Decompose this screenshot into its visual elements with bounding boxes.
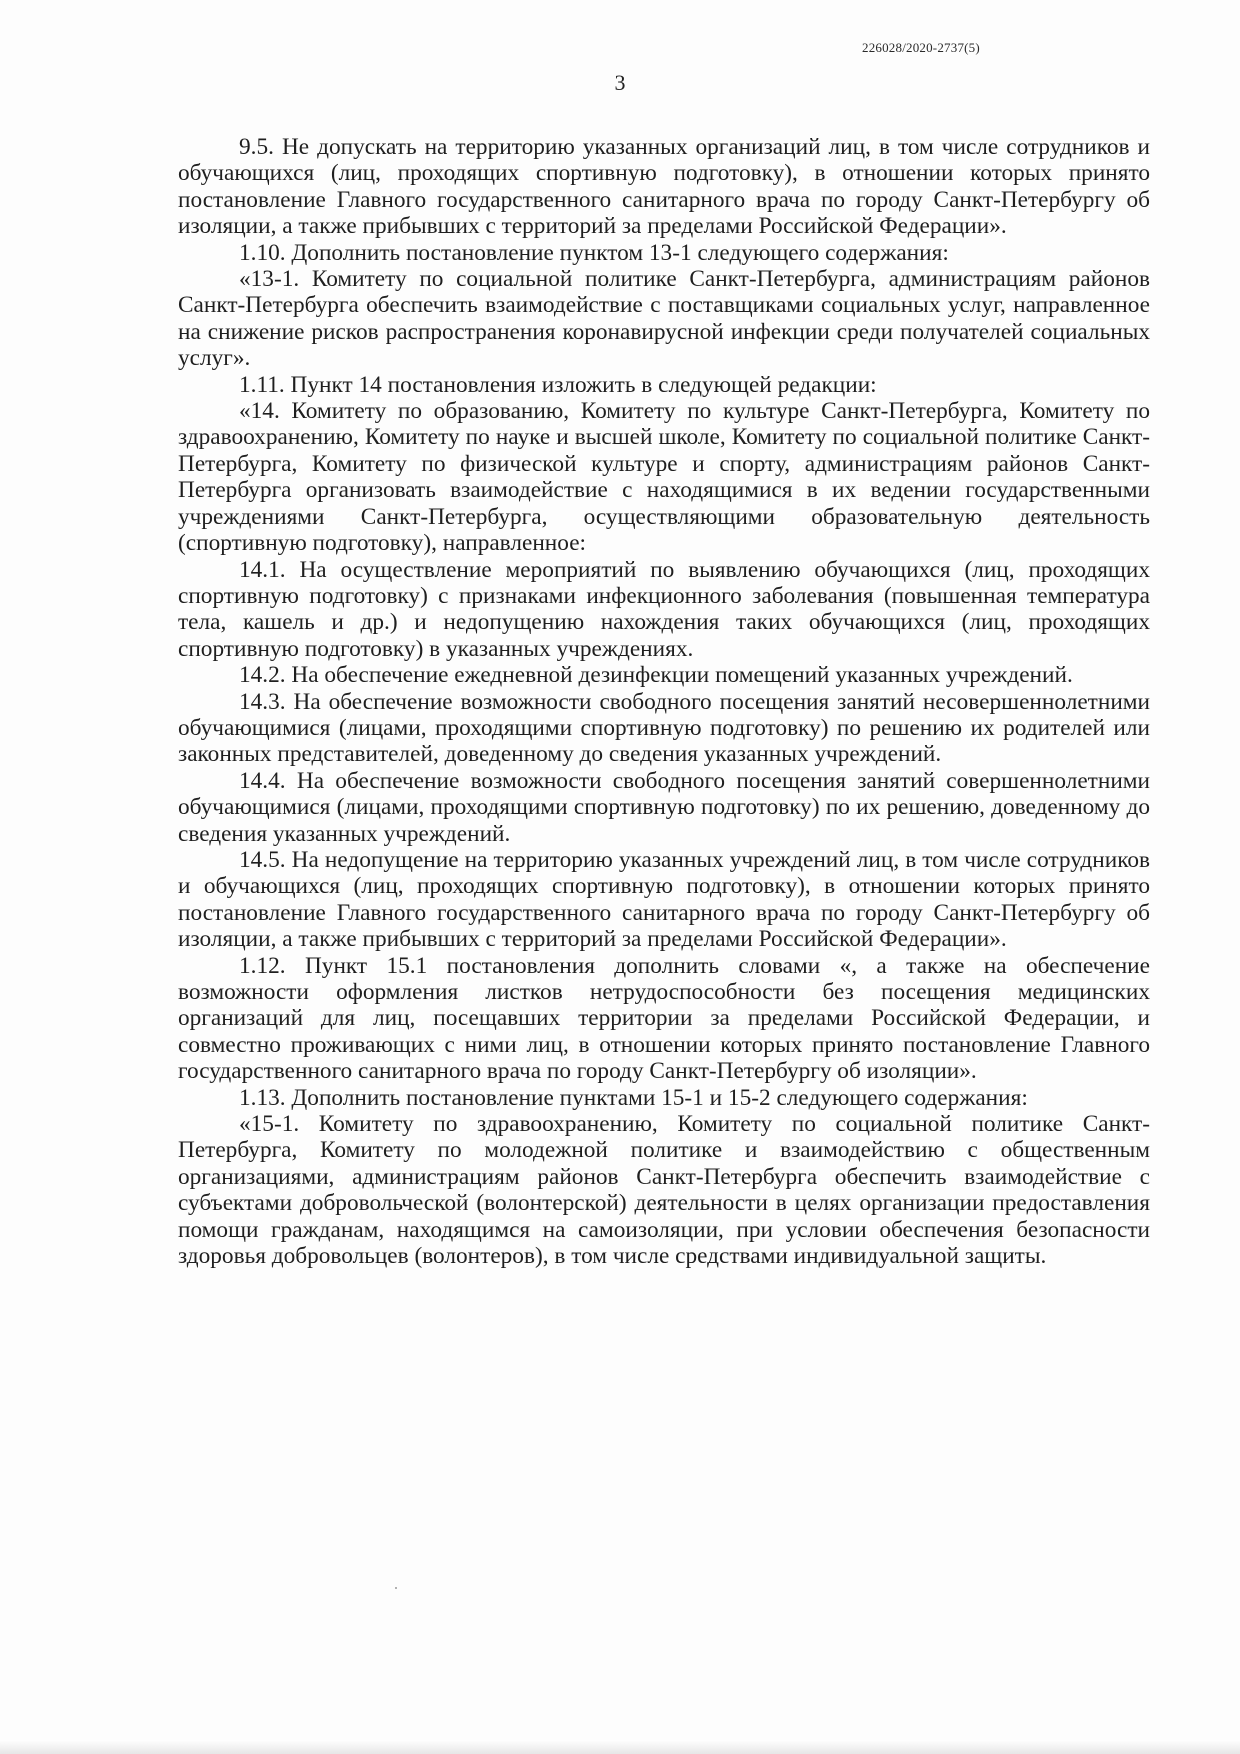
- paragraph-1-12: 1.12. Пункт 15.1 постановления дополнить словами «, а также на обеспечение возможности оформления листков нетрудоспособности без посещения медицинских организаций для лиц, посещавших территории за пределами Российской Федерации, и совместно проживающих с ними лиц, в отношении которых принято постановление Главного государственного санитарного врача по городу Санкт-Петербургу об изоляции».: [178, 952, 1150, 1085]
- paragraph-14-1: 14.1. На осуществление мероприятий по выявлению обучающихся (лиц, проходящих спортивную подготовку) с признаками инфекционного заболевания (повышенная температура тела, кашель и др.) и недопущению нахождения таких обучающихся (лиц, проходящих спортивную подготовку) в указанных учреждениях.: [178, 556, 1150, 662]
- paragraph-14-2: 14.2. На обеспечение ежедневной дезинфекции помещений указанных учреждений.: [239, 662, 1073, 689]
- paragraph-15-1: «15-1. Комитету по здравоохранению, Комитету по социальной политике Санкт-Петербурга, Комитету по молодежной политике и взаимодействию с общественным организациями, администрациям районов Санкт-Петербурга обеспечить взаимодействие с субъектами добровольческой (волонтерской) деятельности в целях организации предоставления помощи гражданам, находящимся на самоизоляции, при условии обеспечения безопасности здоровья добровольцев (волонтеров), в том числе средствами индивидуальной защиты.: [178, 1111, 1150, 1270]
- document-registration-number: 226028/2020-2737(5): [862, 40, 980, 55]
- paragraph-13-1: «13-1. Комитету по социальной политике Санкт-Петербурга, администрациям районов Санкт-Петербурга обеспечить взаимодействие с поставщиками социальных услуг, направленное на снижение рисков распространения коронавирусной инфекции среди получателей социальных услуг».: [178, 266, 1150, 372]
- paragraph-9-5: 9.5. Не допускать на территорию указанных организаций лиц, в том числе сотрудников и обучающихся (лиц, проходящих спортивную подготовку), в отношении которых принято постановление Главного государственного санитарного врача по городу Санкт-Петербургу об изоляции, а также прибывших с территорий за пределами Российской Федерации».: [178, 134, 1150, 240]
- scan-bottom-edge: [0, 1740, 1240, 1754]
- scan-speck: [395, 1587, 397, 1589]
- paragraph-14: «14. Комитету по образованию, Комитету по культуре Санкт-Петербурга, Комитету по здравоохранению, Комитету по науке и высшей школе, Комитету по социальной политике Санкт-Петербурга, Комитету по физической культуре и спорту, администрациям районов Санкт-Петербурга организовать взаимодействие с находящимися в их ведении государственными учреждениями Санкт-Петербурга, осуществляющими образовательную деятельность (спортивную подготовку), направленное:: [178, 398, 1150, 557]
- paragraph-14-5: 14.5. На недопущение на территорию указанных учреждений лиц, в том числе сотрудников и обучающихся (лиц, проходящих спортивную подготовку), в отношении которых принято постановление Главного государственного санитарного врача по городу Санкт-Петербургу об изоляции, а также прибывших с территорий за пределами Российской Федерации».: [178, 846, 1150, 953]
- page-number: 3: [614, 70, 626, 95]
- paragraph-1-13: 1.13. Дополнить постановление пунктами 15-1 и 15-2 следующего содержания:: [239, 1084, 1028, 1111]
- paragraph-1-11: 1.11. Пункт 14 постановления изложить в следующей редакции:: [239, 371, 877, 398]
- paragraph-14-3: 14.3. На обеспечение возможности свободного посещения занятий несовершеннолетними обучающимися (лицами, проходящими спортивную подготовку) по решению их родителей или законных представителей, доведенному до сведения указанных учреждений.: [178, 688, 1150, 768]
- document-body: [178, 134, 1150, 1269]
- paragraph-1-10: 1.10. Дополнить постановление пунктом 13-1 следующего содержания:: [239, 239, 949, 266]
- paragraph-14-4: 14.4. На обеспечение возможности свободного посещения занятий совершеннолетними обучающимися (лицами, проходящими спортивную подготовку) по их решению, доведенному до сведения указанных учреждений.: [178, 767, 1150, 847]
